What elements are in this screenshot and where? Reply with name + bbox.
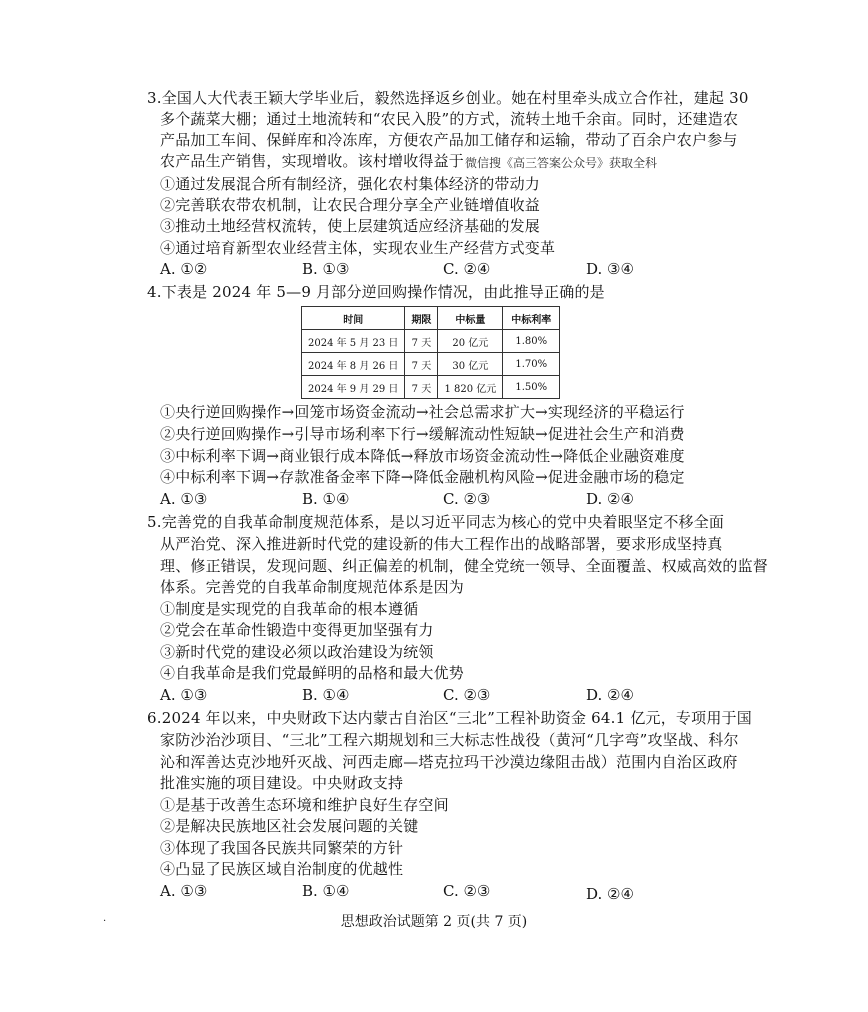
statement-item: ①是基于改善生态环境和维护良好生存空间 xyxy=(160,796,449,814)
option-a: A. ①③ xyxy=(160,686,208,704)
option-d: D. ③④ xyxy=(586,260,634,278)
option-b: B. ①④ xyxy=(302,490,350,508)
option-a: A. ①③ xyxy=(160,882,208,900)
option-d: D. ②④ xyxy=(586,885,634,903)
question-stem-line: 家防沙治沙项目、“三北”工程六期规划和三大标志性战役（黄河“几字弯”攻坚战、科尔 xyxy=(160,731,739,749)
table-cell: 2024 年 9 月 29 日 xyxy=(302,376,405,399)
table-row xyxy=(302,376,560,399)
table-header: 时间 xyxy=(302,307,405,330)
statement-item: ③中标利率下调→商业银行成本降低→释放市场资金流动性→降低企业融资难度 xyxy=(160,447,685,465)
option-d: D. ②④ xyxy=(586,490,634,508)
table-header: 中标量 xyxy=(438,307,503,330)
table-row xyxy=(302,330,560,353)
table-cell: 1.50% xyxy=(503,376,560,399)
question-stem-line: 批准实施的项目建设。中央财政支持 xyxy=(160,774,404,792)
option-b: B. ①③ xyxy=(302,260,350,278)
table-cell: 7 天 xyxy=(405,330,438,353)
table-cell: 2024 年 8 月 26 日 xyxy=(302,353,405,376)
statement-item: ③新时代党的建设必须以政治建设为统领 xyxy=(160,643,434,661)
option-d: D. ②④ xyxy=(586,686,634,704)
scan-dot: . xyxy=(103,913,107,924)
statement-item: ①制度是实现党的自我革命的根本遵循 xyxy=(160,600,419,618)
option-c: C. ②④ xyxy=(443,260,491,278)
statement-item: ②是解决民族地区社会发展问题的关键 xyxy=(160,817,419,835)
statement-item: ④中标利率下调→存款准备金率下降→降低金融机构风险→促进金融市场的稳定 xyxy=(160,468,685,486)
option-c: C. ②③ xyxy=(443,882,491,900)
question-stem-line: 沁和浑善达克沙地歼灭战、河西走廊—塔克拉玛干沙漠边缘阻击战）范围内自治区政府 xyxy=(160,753,738,771)
statement-item: ②党会在革命性锻造中变得更加坚强有力 xyxy=(160,621,434,639)
table-cell: 1 820 亿元 xyxy=(438,376,503,399)
question-stem-line: 理、修正错误，发现问题、纠正偏差的机制，健全党统一领导、全面覆盖、权威高效的监督 xyxy=(160,557,769,575)
statement-item: ③体现了我国各民族共同繁荣的方针 xyxy=(160,839,404,857)
question-stem-line: 4.下表是 2024 年 5—9 月部分逆回购操作情况，由此推导正确的是 xyxy=(147,283,605,301)
table-cell: 7 天 xyxy=(405,376,438,399)
table-cell: 1.70% xyxy=(503,353,560,376)
watermark-note: 微信搜《高三答案公众号》获取全科 xyxy=(465,156,658,170)
table-row xyxy=(302,353,560,376)
option-b: B. ①④ xyxy=(302,686,350,704)
statement-item: ②央行逆回购操作→引导市场利率下行→缓解流动性短缺→促进社会生产和消费 xyxy=(160,425,685,443)
statement-item: ③推动土地经营权流转，使上层建筑适应经济基础的发展 xyxy=(160,217,541,235)
statement-item: ①通过发展混合所有制经济，强化农村集体经济的带动力 xyxy=(160,175,541,193)
option-c: C. ②③ xyxy=(443,490,491,508)
statement-item: ④自我革命是我们党最鲜明的品格和最大优势 xyxy=(160,664,465,682)
statement-item: ②完善联农带农机制，让农民合理分享全产业链增值收益 xyxy=(160,196,541,214)
option-b: B. ①④ xyxy=(302,882,350,900)
question-stem-line: 3.全国人大代表王颖大学毕业后，毅然选择返乡创业。她在村里牵头成立合作社，建起 30 xyxy=(147,89,749,107)
table-cell: 7 天 xyxy=(405,353,438,376)
table-cell: 20 亿元 xyxy=(438,330,503,353)
statement-item: ④通过培育新型农业经营主体，实现农业生产经营方式变革 xyxy=(160,239,556,257)
option-c: C. ②③ xyxy=(443,686,491,704)
option-a: A. ①③ xyxy=(160,490,208,508)
question-stem-line: 产品加工车间、保鲜库和冷冻库，方便农产品加工储存和运输，带动了百余户农户参与 xyxy=(160,131,738,149)
question-stem-line: 多个蔬菜大棚；通过土地流转和“农民入股”的方式，流转土地千余亩。同时，还建造农 xyxy=(160,110,739,128)
question-stem-line: 5.完善党的自我革命制度规范体系，是以习近平同志为核心的党中央着眼坚定不移全面 xyxy=(147,513,725,531)
table-cell: 1.80% xyxy=(503,330,560,353)
question-stem-line: 从严治党、深入推进新时代党的建设新的伟大工程作出的战略部署，要求形成坚持真 xyxy=(160,535,723,553)
reverse-repo-table xyxy=(301,306,560,399)
question-stem-line: 6.2024 年以来，中央财政下达内蒙古自治区“三北”工程补助资金 64.1 亿元，专项用于国 xyxy=(147,709,752,727)
option-a: A. ①② xyxy=(160,260,208,278)
table-cell: 2024 年 5 月 23 日 xyxy=(302,330,405,353)
table-cell: 30 亿元 xyxy=(438,353,503,376)
question-stem-line: 农产品生产销售，实现增收。该村增收得益于 xyxy=(160,152,465,170)
statement-item: ①央行逆回购操作→回笼市场资金流动→社会总需求扩大→实现经济的平稳运行 xyxy=(160,403,685,421)
question-stem-line: 体系。完善党的自我革命制度规范体系是因为 xyxy=(160,578,465,596)
table-header-row xyxy=(302,307,560,330)
table-header: 期限 xyxy=(405,307,438,330)
table-header: 中标利率 xyxy=(503,307,560,330)
statement-item: ④凸显了民族区域自治制度的优越性 xyxy=(160,860,404,878)
page-footer: 思想政治试题第 2 页(共 7 页) xyxy=(340,914,528,930)
